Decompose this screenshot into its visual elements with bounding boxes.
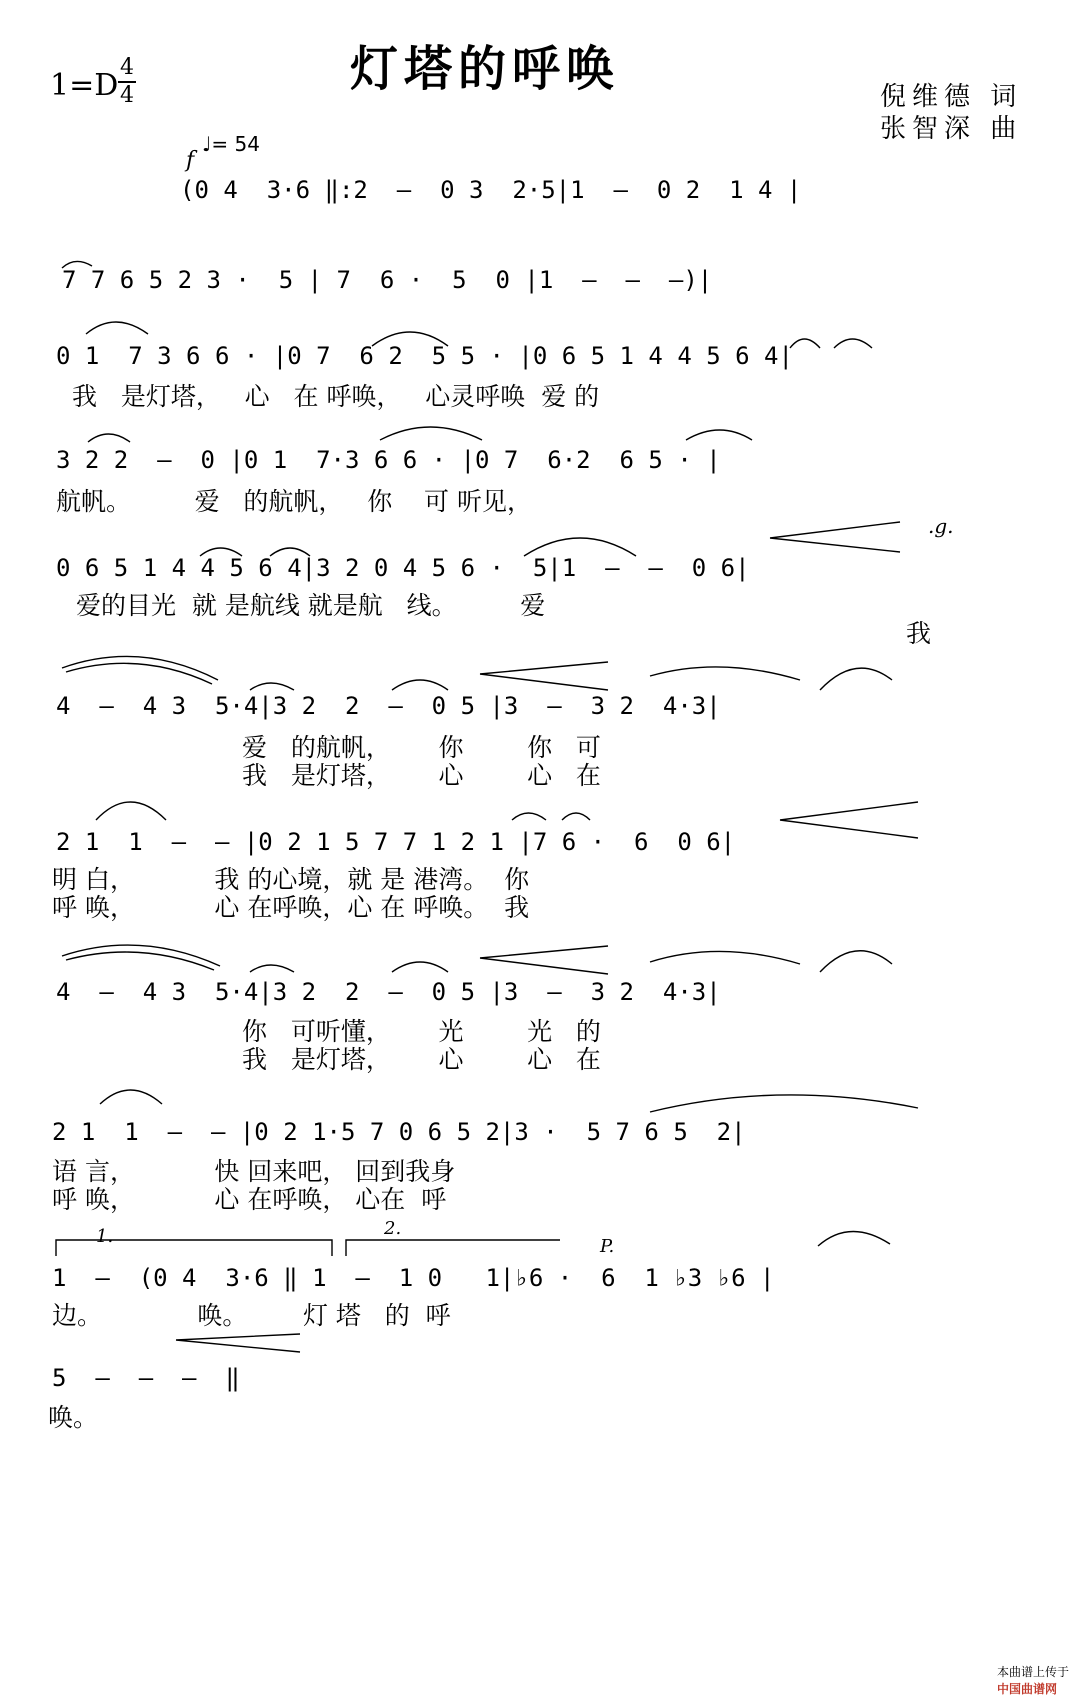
site-logo[interactable]: 中国曲谱网 [996,1682,1057,1696]
slur [650,1095,918,1112]
slur [650,667,800,680]
dynamic-piano: P. [600,1236,615,1257]
dynamic-forte: f [186,148,195,173]
slur [818,1231,890,1246]
footer-credit [989,1649,1069,1697]
lyric-row-11-verse-1: 唤。 [48,1403,99,1432]
music-row-9: 2 1 1 — — |0 2 1·5 7 0 6 5 2|3 · 5 7 6 5 2| [52,1118,746,1146]
lyric-row-10-verse-1: 边。 唤。 灯 塔 的 呼 [52,1301,451,1330]
slur [834,339,872,348]
lyric-row-6-verse-1: 爱 的航帆， 你 你 可 [242,733,601,762]
slur [380,427,482,440]
hairpin-decresc [176,1334,300,1352]
slur [250,683,294,690]
slur [250,965,294,972]
slur [512,813,546,820]
music-row-11: 5 — — — ‖ [52,1364,240,1392]
hairpin-cresc [480,662,608,690]
time-signature [118,56,136,108]
lyric-row-9-verse-1: 语 言， 快 回来吧， 回到我身 [52,1157,456,1186]
slur [562,813,590,820]
slur [62,945,220,966]
lyric-row-8-verse-2: 我 是灯塔， 心 心 在 [242,1045,601,1074]
hairpin-cresc [780,802,918,838]
composer-credit: 张智深 曲 [880,114,1023,144]
time-signature-top: 4 [120,55,134,80]
lyric-row-7-verse-1: 明 白， 我 的心境，就 是 港湾。 你 [52,865,530,894]
lyric-row-6-verse-2: 我 是灯塔， 心 心 在 [242,761,601,790]
lyric-row-3-verse-1: 我 是灯塔， 心 在 呼唤， 心灵呼唤 爱 的 [72,382,600,411]
slur [100,1090,162,1104]
lyric-row-5-verse-2: 我 [906,619,932,648]
page-title: 灯塔的呼唤 [350,41,621,97]
hairpin-cresc [770,522,900,552]
slur [650,951,800,964]
slur [62,656,218,680]
tempo-marking: ♩= 54 [202,132,260,156]
music-row-1: (0 4 3·6 ‖:2 — 0 3 2·5|1 — 0 2 1 4 | [180,176,802,204]
volta-2 [346,1240,560,1256]
music-row-7: 2 1 1 — — |0 2 1 5 7 7 1 2 1 |7 6 · 6 0 6| [56,828,736,856]
music-row-5: 0 6 5 1 4 4 5 6 4|3 2 0 4 5 6 · 5|1 — — 0 6| [56,554,750,582]
hairpin-cresc [480,946,608,974]
music-row-6: 4 — 4 3 5·4|3 2 2 — 0 5 |3 — 3 2 4·3| [56,692,721,720]
music-row-3: 0 1 7 3 6 6 · |0 7 6 2 5 5 · |0 6 5 1 4 4 5 6 4| [56,342,793,370]
slur [820,951,892,972]
lyric-row-8-verse-1: 你 可听懂， 光 光 的 [242,1017,601,1046]
lyric-row-9-verse-2: 呼 唤， 心 在呼唤， 心在 呼 [52,1185,447,1214]
slur [392,680,448,690]
slur [66,952,214,970]
slur [686,430,752,440]
segno-mark: .g. [928,514,954,538]
slur [790,339,820,348]
lyric-row-5-verse-1: 爱的目光 就 是航线 就是航 线。 爱 [76,591,546,620]
music-row-10: 1 — (0 4 3·6 ‖ 1 — 1 0 1|♭6 · 6 1 ♭3 ♭6 | [52,1264,775,1292]
volta-1-label: 1. [96,1226,114,1247]
time-signature-bottom: 4 [120,83,134,108]
lyricist-credit: 倪维德 词 [880,82,1023,112]
music-row-4: 3 2 2 — 0 |0 1 7·3 6 6 · |0 7 6·2 6 5 · | [56,446,721,474]
slur [86,322,148,334]
volta-2-label: 2. [384,1218,402,1239]
slur [392,962,448,972]
slur [66,663,212,684]
lyric-row-7-verse-2: 呼 唤， 心 在呼唤，心 在 呼唤。 我 [52,893,530,922]
slur [820,668,892,690]
slur [88,434,130,442]
music-row-2: 7 7 6 5 2 3 · 5 | 7 6 · 5 0 |1 — — —)| [62,266,713,294]
footer-upload-text: 本曲谱上传于 [996,1665,1069,1679]
slur [96,802,166,820]
lyric-row-4-verse-1: 航帆。 爱 的航帆， 你 可 听见， [56,487,532,516]
key-signature: 1=D [50,68,119,103]
music-row-8: 4 — 4 3 5·4|3 2 2 — 0 5 |3 — 3 2 4·3| [56,978,721,1006]
